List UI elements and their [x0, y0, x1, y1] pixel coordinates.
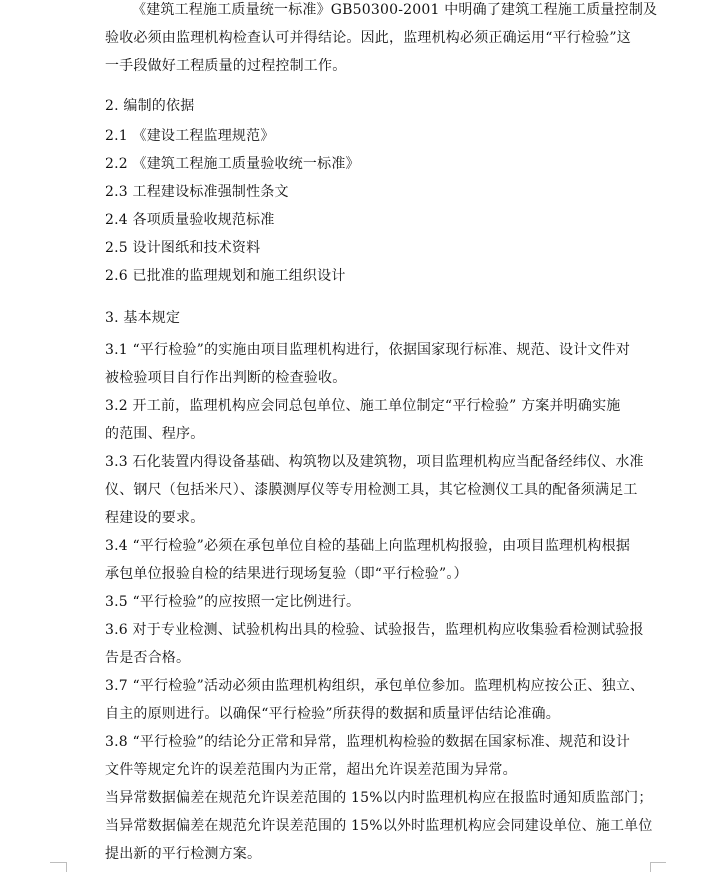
paragraph-line: 3.4 “平行检验”必须在承包单位自检的基础上向监理机构报验，由项目监理机构根据 [105, 538, 631, 554]
paragraph-line: 3.5 “平行检验”的应按照一定比例进行。 [105, 594, 361, 610]
paragraph-line: 文件等规定允许的误差范围内为正常，超出允许误差范围为异常。 [105, 762, 517, 778]
paragraph-line: 当异常数据偏差在规范允许误差范围的 15%以外时监理机构应会同建设单位、施工单位 [105, 818, 653, 834]
list-item: 2.5 设计图纸和技术资料 [105, 240, 261, 256]
crop-mark [50, 862, 66, 863]
paragraph-line: 3.1 “平行检验”的实施由项目监理机构进行，依据国家现行标准、规范、设计文件对 [105, 342, 631, 358]
paragraph-line: 《建筑工程施工质量统一标准》GB50300-2001 中明确了建筑工程施工质量控制及 [132, 2, 658, 18]
paragraph-line: 承包单位报验自检的结果进行现场复验（即“平行检验”。） [105, 566, 468, 582]
list-item: 2.2 《建筑工程施工质量验收统一标准》 [105, 156, 360, 172]
paragraph-line: 提出新的平行检测方案。 [105, 846, 262, 862]
list-item: 2.6 已批准的监理规划和施工组织设计 [105, 268, 346, 284]
paragraph-line: 的范围、程序。 [105, 426, 205, 442]
list-item: 2.1 《建设工程监理规范》 [105, 128, 275, 144]
paragraph-line: 3.8 “平行检验”的结论分正常和异常，监理机构检验的数据在国家标准、规范和设计 [105, 734, 631, 750]
paragraph-line: 3.7 “平行检验”活动必须由监理机构组织，承包单位参加。监理机构应按公正、独立、 [105, 678, 645, 694]
list-item: 2.4 各项质量验收规范标准 [105, 212, 275, 228]
paragraph-line: 3.2 开工前，监理机构应会同总包单位、施工单位制定“平行检验” 方案并明确实施 [105, 398, 621, 414]
paragraph-line: 当异常数据偏差在规范允许误差范围的 15%以内时监理机构应在报监时通知质监部门； [105, 790, 653, 806]
section-heading: 3. 基本规定 [105, 310, 181, 326]
paragraph-line: 告是否合格。 [105, 650, 191, 666]
paragraph-line: 被检验项目自行作出判断的检查验收。 [105, 370, 347, 386]
paragraph-line: 一手段做好工程质量的过程控制工作。 [105, 58, 347, 74]
paragraph-line: 仪、钢尺（包括米尺）、漆膜测厚仪等专用检测工具，其它检测仪工具的配备须满足工 [105, 482, 638, 498]
list-item: 2.3 工程建设标准强制性条文 [105, 184, 289, 200]
paragraph-line: 程建设的要求。 [105, 510, 205, 526]
section-heading: 2. 编制的依据 [105, 98, 195, 114]
paragraph-line: 3.6 对于专业检测、试验机构出具的检验、试验报告，监理机构应收集验看检测试验报 [105, 622, 644, 638]
crop-mark [650, 862, 666, 863]
paragraph-line: 验收必须由监理机构检查认可并得结论。因此，监理机构必须正确运用“平行检验”这 [105, 30, 631, 46]
paragraph-line: 3.3 石化装置内得设备基础、构筑物以及建筑物，项目监理机构应当配备经纬仪、水准 [105, 454, 644, 470]
paragraph-line: 自主的原则进行。以确保“平行检验”所获得的数据和质量评估结论准确。 [105, 706, 560, 722]
